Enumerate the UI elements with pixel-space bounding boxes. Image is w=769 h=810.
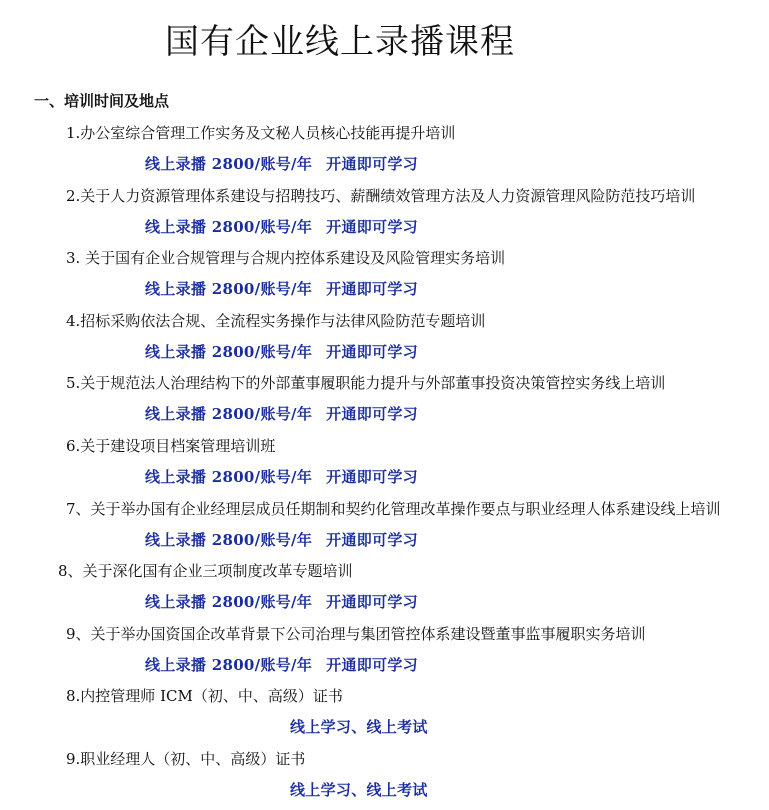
course-access: 开通即可学习 bbox=[326, 280, 418, 299]
course-access: 开通即可学习 bbox=[326, 530, 418, 549]
course-item bbox=[0, 243, 769, 306]
course-item bbox=[0, 181, 769, 244]
course-access: 开通即可学习 bbox=[326, 405, 418, 424]
course-detail bbox=[145, 341, 418, 362]
course-price: 线上录播 2800/账号/年 bbox=[145, 155, 313, 173]
certificate-item bbox=[0, 681, 769, 744]
course-title: 2.关于人力资源管理体系建设与招聘技巧、薪酬绩效管理方法及人力资源管理风险防范技巧培训 bbox=[66, 186, 696, 205]
course-price: 线上录播 2800/账号/年 bbox=[145, 280, 313, 299]
course-detail bbox=[145, 153, 418, 174]
course-item bbox=[0, 494, 769, 557]
course-list bbox=[0, 118, 769, 807]
course-access: 开通即可学习 bbox=[326, 593, 418, 612]
course-title: 7、关于举办国有企业经理层成员任期制和契约化管理改革操作要点与职业经理人体系建设线上培训 bbox=[66, 499, 721, 518]
course-item bbox=[0, 619, 769, 682]
course-title: 3. 关于国有企业合规管理与合规内控体系建设及风险管理实务培训 bbox=[66, 249, 506, 268]
course-title: 6.关于建设项目档案管理培训班 bbox=[66, 436, 276, 455]
course-title: 5.关于规范法人治理结构下的外部董事履职能力提升与外部董事投资决策管控实务线上培训 bbox=[66, 374, 666, 393]
certificate-item bbox=[0, 744, 769, 807]
course-price: 线上录播 2800/账号/年 bbox=[145, 467, 313, 486]
course-access: 开通即可学习 bbox=[326, 217, 418, 236]
course-item bbox=[0, 306, 769, 369]
course-detail bbox=[145, 466, 418, 487]
course-access: 开通即可学习 bbox=[326, 155, 418, 173]
course-item bbox=[0, 431, 769, 494]
course-price: 线上录播 2800/账号/年 bbox=[145, 217, 313, 236]
course-price: 线上录播 2800/账号/年 bbox=[145, 405, 313, 424]
course-detail bbox=[145, 216, 418, 237]
course-detail bbox=[145, 591, 418, 612]
course-title: 8、关于深化国有企业三项制度改革专题培训 bbox=[58, 562, 353, 581]
course-detail bbox=[145, 278, 418, 299]
certificate-detail: 线上学习、线上考试 bbox=[290, 718, 428, 737]
course-access: 开通即可学习 bbox=[326, 467, 418, 486]
course-access: 开通即可学习 bbox=[326, 342, 418, 361]
page-title: 国有企业线上录播课程 bbox=[165, 22, 515, 62]
course-detail bbox=[145, 529, 418, 550]
course-detail bbox=[145, 654, 418, 675]
certificate-detail: 线上学习、线上考试 bbox=[290, 780, 428, 799]
course-access: 开通即可学习 bbox=[326, 655, 418, 674]
course-title: 1.办公室综合管理工作实务及文秘人员核心技能再提升培训 bbox=[66, 124, 456, 142]
course-price: 线上录播 2800/账号/年 bbox=[145, 342, 313, 361]
certificate-title: 9.职业经理人（初、中、高级）证书 bbox=[66, 749, 306, 768]
course-title: 4.招标采购依法合规、全流程实务操作与法律风险防范专题培训 bbox=[66, 311, 486, 330]
certificate-title: 8.内控管理师 ICM（初、中、高级）证书 bbox=[66, 687, 343, 706]
course-price: 线上录播 2800/账号/年 bbox=[145, 530, 313, 549]
course-title: 9、关于举办国资国企改革背景下公司治理与集团管控体系建设暨董事监事履职实务培训 bbox=[66, 624, 646, 643]
course-item bbox=[0, 368, 769, 431]
course-detail bbox=[145, 403, 418, 424]
course-item bbox=[0, 556, 769, 619]
course-price: 线上录播 2800/账号/年 bbox=[145, 655, 313, 674]
course-item bbox=[0, 118, 769, 181]
course-price: 线上录播 2800/账号/年 bbox=[145, 593, 313, 612]
section-heading: 一、培训时间及地点 bbox=[34, 92, 170, 110]
